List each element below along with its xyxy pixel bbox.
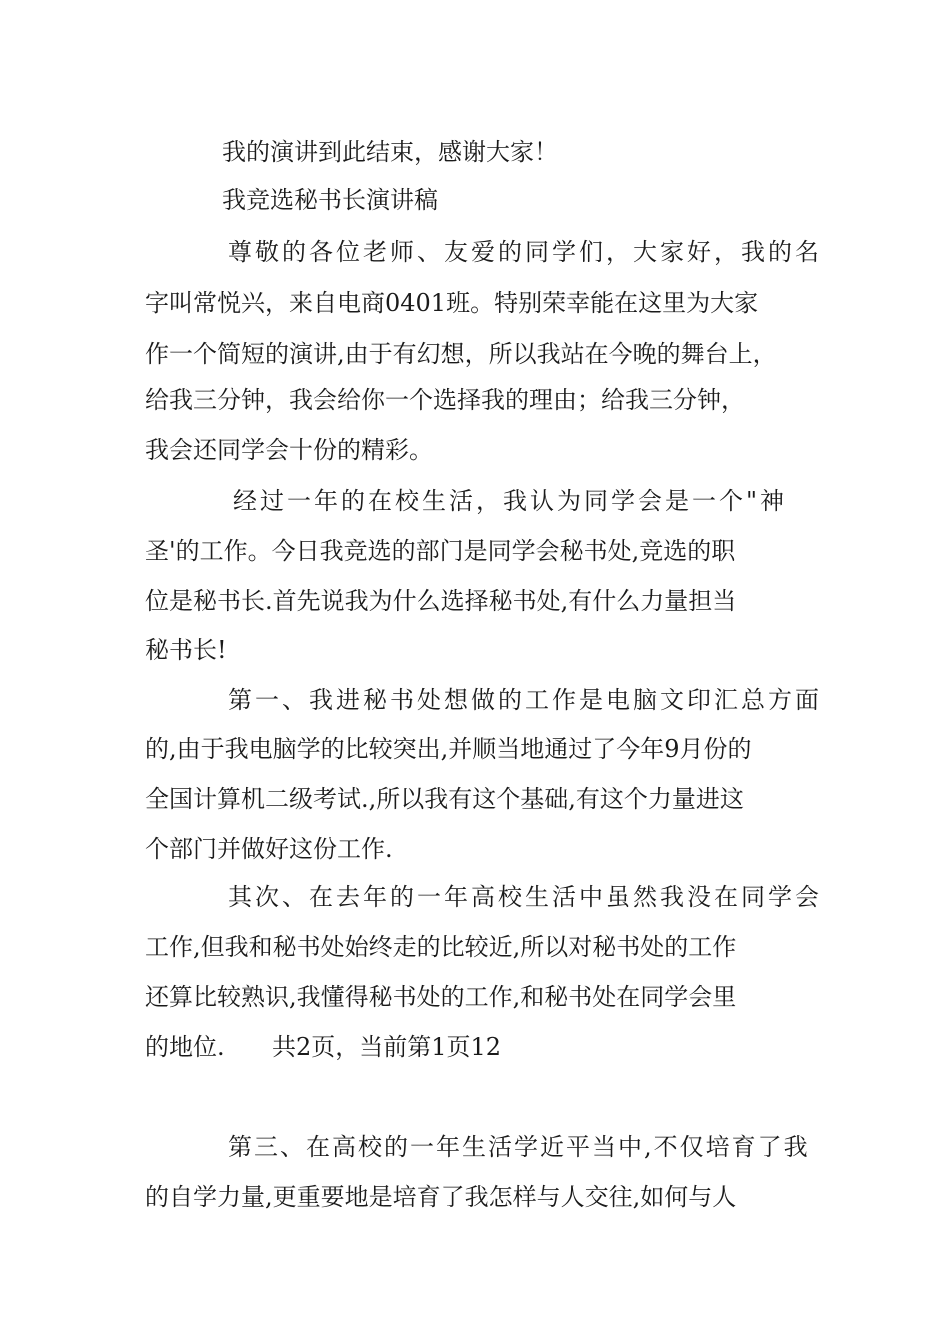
- paragraph-line: 圣'的工作。今日我竞选的部门是同学会秘书处,竞选的职: [145, 537, 736, 565]
- paragraph-line: 还算比较熟识,我懂得秘书处的工作,和秘书处在同学会里: [145, 983, 737, 1011]
- paragraph-line: 经过一年的在校生活，我认为同学会是一个"神: [233, 487, 788, 515]
- paragraph-line: 字叫常悦兴，来自电商0401班。特别荣幸能在这里为大家: [145, 289, 759, 317]
- paragraph-line: 工作,但我和秘书处始终走的比较近,所以对秘书处的工作: [145, 933, 737, 961]
- paragraph-line: 作一个简短的演讲,由于有幻想，所以我站在今晚的舞台上，: [145, 340, 777, 368]
- paragraph-line: 的,由于我电脑学的比较突出,并顺当地通过了今年9月份的: [145, 735, 752, 763]
- paragraph-line: 的自学力量,更重要地是培育了我怎样与人交往,如何与人: [145, 1183, 737, 1211]
- paragraph-line: 尊敬的各位老师、友爱的同学们，大家好，我的名: [228, 238, 822, 266]
- paragraph-line: 个部门并做好这份工作.: [145, 835, 393, 863]
- paragraph-line: 第一、我进秘书处想做的工作是电脑文印汇总方面: [228, 686, 822, 714]
- paragraph-line: 第三、在高校的一年生活学近平当中,不仅培育了我: [228, 1133, 810, 1161]
- paragraph-line: 秘书长!: [145, 636, 227, 664]
- paragraph-line: 给我三分钟，我会给你一个选择我的理由；给我三分钟，: [145, 386, 745, 414]
- page-footer: 共2页，当前第1页12: [272, 1033, 502, 1061]
- paragraph-line: 全国计算机二级考试.,所以我有这个基础,有这个力量进这: [145, 785, 744, 813]
- closing-line: 我的演讲到此结束，感谢大家！: [222, 138, 558, 166]
- paragraph-line: 其次、在去年的一年高校生活中虽然我没在同学会: [228, 883, 822, 911]
- paragraph-line: 位是秘书长.首先说我为什么选择秘书处,有什么力量担当: [145, 587, 737, 615]
- paragraph-line: 的地位.: [145, 1033, 225, 1061]
- speech-title: 我竞选秘书长演讲稿: [222, 186, 438, 214]
- paragraph-line: 我会还同学会十份的精彩。: [145, 436, 433, 464]
